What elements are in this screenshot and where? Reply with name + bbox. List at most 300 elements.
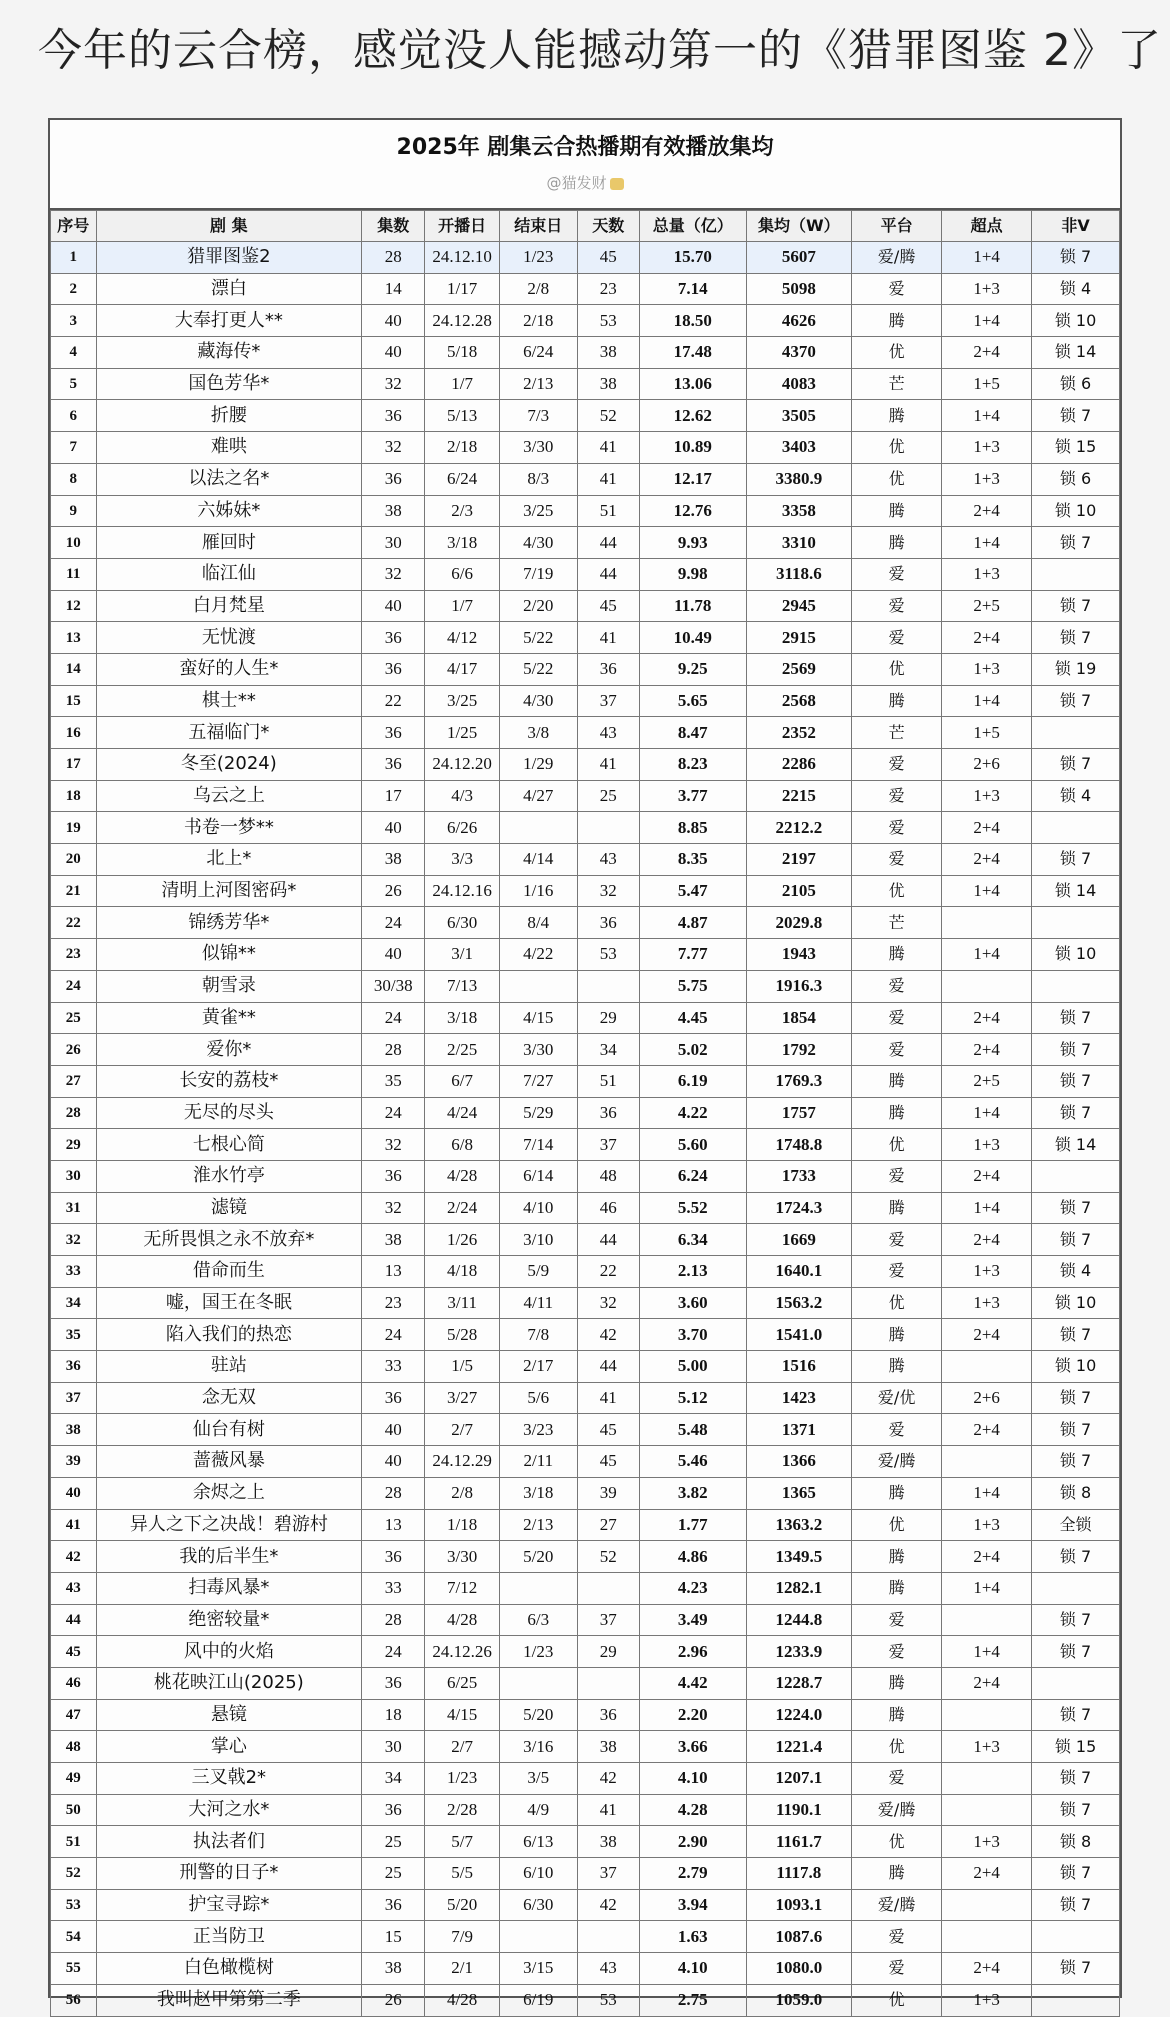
table-row: [51, 780, 1120, 812]
col-platform-cell: 爱: [852, 1604, 942, 1636]
col-end-cell: 3/25: [499, 495, 577, 527]
col-platform-cell: 腾: [852, 1572, 942, 1604]
col-episodes-cell: 32: [362, 558, 425, 590]
col-days-cell: 38: [577, 368, 639, 400]
col-end-cell: 5/22: [499, 622, 577, 654]
col-episodes-cell: 24: [362, 1002, 425, 1034]
col-total-cell: 9.98: [639, 558, 746, 590]
col-end-cell: [499, 970, 577, 1002]
table-row: [51, 970, 1120, 1002]
col-premium-cell: 2+4: [942, 1953, 1032, 1985]
col-days-cell: [577, 812, 639, 844]
col-avg-cell: 1916.3: [746, 970, 852, 1002]
col-rank-cell: 18: [51, 780, 97, 812]
col-avg-cell: 1244.8: [746, 1604, 852, 1636]
col-platform-cell: 优: [852, 1826, 942, 1858]
col-platform-cell: 爱: [852, 1002, 942, 1034]
col-nonvip-cell: [1032, 1984, 1120, 2016]
col-premium-cell: 1+3: [942, 558, 1032, 590]
table-row: [51, 1572, 1120, 1604]
col-end-cell: 1/29: [499, 749, 577, 781]
col-episodes-cell: 15: [362, 1921, 425, 1953]
col-platform-cell: 爱: [852, 1636, 942, 1668]
col-premium-cell: [942, 1604, 1032, 1636]
col-episodes-cell: 30: [362, 527, 425, 559]
col-avg-cell: 1087.6: [746, 1921, 852, 1953]
col-total-cell: 8.85: [639, 812, 746, 844]
col-platform-cell: 腾: [852, 1667, 942, 1699]
col-total-cell: 11.78: [639, 590, 746, 622]
col-platform-cell: 爱/腾: [852, 1794, 942, 1826]
col-rank-cell: 43: [51, 1572, 97, 1604]
col-rank-cell: 41: [51, 1509, 97, 1541]
col-start-cell: 1/18: [425, 1509, 499, 1541]
col-nonvip-cell: 锁 10: [1032, 939, 1120, 971]
col-title-cell: 临江仙: [96, 558, 362, 590]
col-end-cell: 2/11: [499, 1446, 577, 1478]
table-row: [51, 1636, 1120, 1668]
col-total-cell: 7.14: [639, 273, 746, 305]
col-premium-cell: [942, 970, 1032, 1002]
col-total-cell: 12.76: [639, 495, 746, 527]
col-episodes-cell: 28: [362, 1477, 425, 1509]
col-rank-cell: 6: [51, 400, 97, 432]
col-days-cell: 53: [577, 1984, 639, 2016]
col-rank-cell: 22: [51, 907, 97, 939]
col-title-cell: 嘘，国王在冬眠: [96, 1287, 362, 1319]
col-avg-cell: 2915: [746, 622, 852, 654]
col-episodes-cell: 23: [362, 1287, 425, 1319]
col-days-cell: 53: [577, 305, 639, 337]
col-nonvip-cell: 锁 7: [1032, 1034, 1120, 1066]
col-end-cell: 4/30: [499, 685, 577, 717]
col-rank-cell: 51: [51, 1826, 97, 1858]
col-episodes-cell: 28: [362, 242, 425, 274]
col-days-cell: 43: [577, 844, 639, 876]
col-nonvip-cell: [1032, 1667, 1120, 1699]
table-row: [51, 1160, 1120, 1192]
col-platform-cell: 芒: [852, 907, 942, 939]
col-days-cell: 37: [577, 1858, 639, 1890]
col-nonvip-cell: 锁 7: [1032, 1794, 1120, 1826]
col-days-cell: 23: [577, 273, 639, 305]
col-total-cell: 17.48: [639, 337, 746, 369]
col-total-cell: 3.66: [639, 1731, 746, 1763]
col-premium-cell: 2+4: [942, 495, 1032, 527]
table-row: [51, 1763, 1120, 1795]
col-start-cell: 5/18: [425, 337, 499, 369]
col-start-cell: 3/30: [425, 1541, 499, 1573]
col-nonvip-cell: [1032, 717, 1120, 749]
col-platform-cell: 腾: [852, 1192, 942, 1224]
col-title-cell: 余烬之上: [96, 1477, 362, 1509]
col-days-cell: 32: [577, 1287, 639, 1319]
col-days-cell: 44: [577, 1224, 639, 1256]
col-end-cell: 2/8: [499, 273, 577, 305]
col-start-cell: 5/13: [425, 400, 499, 432]
table-row: [51, 242, 1120, 274]
col-end-cell: 3/18: [499, 1477, 577, 1509]
table-row: [51, 305, 1120, 337]
col-avg-cell: 1757: [746, 1097, 852, 1129]
col-avg-cell: 1563.2: [746, 1287, 852, 1319]
table-row: [51, 1477, 1120, 1509]
col-total-cell: 12.17: [639, 463, 746, 495]
col-start-cell: 3/3: [425, 844, 499, 876]
col-episodes-cell: 30/38: [362, 970, 425, 1002]
col-end-cell: 1/16: [499, 875, 577, 907]
col-title-cell: 三叉戟2*: [96, 1763, 362, 1795]
col-title-cell: 折腰: [96, 400, 362, 432]
table-row: [51, 1065, 1120, 1097]
table-title: 2025年 剧集云合热播期有效播放集均: [396, 135, 774, 160]
col-start-cell: 2/7: [425, 1731, 499, 1763]
col-platform-cell: 爱: [852, 844, 942, 876]
col-start-cell: 6/6: [425, 558, 499, 590]
col-end-cell: 3/15: [499, 1953, 577, 1985]
col-start-cell: 3/11: [425, 1287, 499, 1319]
col-title-cell: 锦绣芳华*: [96, 907, 362, 939]
col-episodes-cell: 36: [362, 1382, 425, 1414]
col-title-cell: 桃花映江山(2025): [96, 1667, 362, 1699]
table-row: [51, 1889, 1120, 1921]
col-end-cell: 6/14: [499, 1160, 577, 1192]
col-avg-cell: 2105: [746, 875, 852, 907]
col-episodes-cell: 24: [362, 1097, 425, 1129]
col-premium-cell: [942, 1763, 1032, 1795]
col-total-cell: 10.49: [639, 622, 746, 654]
col-episodes-cell: 40: [362, 1446, 425, 1478]
col-title-cell: 护宝寻踪*: [96, 1889, 362, 1921]
col-platform-cell: 爱: [852, 1414, 942, 1446]
col-episodes-cell: 36: [362, 1541, 425, 1573]
col-end-cell: [499, 1921, 577, 1953]
col-episodes-cell: 36: [362, 717, 425, 749]
col-nonvip-cell: 锁 7: [1032, 1065, 1120, 1097]
col-platform-cell: 优: [852, 1731, 942, 1763]
col-start-cell: 4/28: [425, 1984, 499, 2016]
col-rank-cell: 21: [51, 875, 97, 907]
col-nonvip-cell: 锁 7: [1032, 1889, 1120, 1921]
col-nonvip-cell: [1032, 1921, 1120, 1953]
col-rank-cell: 45: [51, 1636, 97, 1668]
col-end-cell: 8/3: [499, 463, 577, 495]
col-premium-cell: 1+4: [942, 400, 1032, 432]
col-rank-cell: 34: [51, 1287, 97, 1319]
col-avg-cell: 1363.2: [746, 1509, 852, 1541]
col-nonvip-cell: [1032, 970, 1120, 1002]
col-rank-cell: 10: [51, 527, 97, 559]
col-episodes-cell: 40: [362, 1414, 425, 1446]
col-start-cell: 2/24: [425, 1192, 499, 1224]
col-total-cell: 5.47: [639, 875, 746, 907]
col-rank-cell: 14: [51, 653, 97, 685]
col-end-cell: 2/20: [499, 590, 577, 622]
col-platform-cell: 爱: [852, 1160, 942, 1192]
col-nonvip-cell: 锁 7: [1032, 1953, 1120, 1985]
col-title-cell: 爱你*: [96, 1034, 362, 1066]
col-platform-cell: 腾: [852, 1477, 942, 1509]
col-avg-cell: 2286: [746, 749, 852, 781]
col-rank-cell: 3: [51, 305, 97, 337]
col-nonvip-cell: 锁 10: [1032, 1287, 1120, 1319]
col-end-cell: 7/8: [499, 1319, 577, 1351]
col-nonvip-cell: 锁 7: [1032, 242, 1120, 274]
col-title-cell: 北上*: [96, 844, 362, 876]
col-nonvip-cell: 锁 7: [1032, 1002, 1120, 1034]
col-end-cell: 2/13: [499, 368, 577, 400]
col-title-cell: 蔷薇风暴: [96, 1446, 362, 1478]
col-nonvip-cell: 锁 7: [1032, 1541, 1120, 1573]
col-end-cell: 4/10: [499, 1192, 577, 1224]
col-episodes-cell: 36: [362, 1794, 425, 1826]
col-premium-cell: 1+3: [942, 780, 1032, 812]
col-episodes-cell: 34: [362, 1763, 425, 1795]
table-header-row: [51, 211, 1120, 242]
col-days-cell: 45: [577, 242, 639, 274]
col-end-cell: 6/13: [499, 1826, 577, 1858]
col-avg-cell: 1059.0: [746, 1984, 852, 2016]
col-days-cell: 41: [577, 432, 639, 464]
col-platform-cell: 腾: [852, 1699, 942, 1731]
col-premium-cell: 1+4: [942, 1097, 1032, 1129]
col-nonvip-cell: 锁 10: [1032, 1351, 1120, 1383]
col-episodes-cell: 40: [362, 590, 425, 622]
table-row: [51, 1667, 1120, 1699]
col-start-cell: 1/7: [425, 590, 499, 622]
col-days-cell: 52: [577, 400, 639, 432]
col-rank-cell: 7: [51, 432, 97, 464]
col-nonvip-cell: 锁 7: [1032, 1414, 1120, 1446]
col-episodes-cell: 32: [362, 1192, 425, 1224]
table-row: [51, 1794, 1120, 1826]
col-end-cell: 6/3: [499, 1604, 577, 1636]
table-row: [51, 1858, 1120, 1890]
col-platform-cell: 爱/腾: [852, 1446, 942, 1478]
table-row: [51, 1287, 1120, 1319]
col-nonvip-header: 非V: [1032, 211, 1120, 242]
col-nonvip-cell: 锁 8: [1032, 1826, 1120, 1858]
col-avg-cell: 1423: [746, 1382, 852, 1414]
col-total-cell: 8.47: [639, 717, 746, 749]
col-total-cell: 2.75: [639, 1984, 746, 2016]
col-premium-cell: 2+4: [942, 812, 1032, 844]
col-premium-cell: [942, 1794, 1032, 1826]
col-rank-cell: 39: [51, 1446, 97, 1478]
col-platform-cell: 爱: [852, 1034, 942, 1066]
table-row: [51, 1541, 1120, 1573]
col-total-cell: 2.90: [639, 1826, 746, 1858]
col-rank-cell: 16: [51, 717, 97, 749]
col-title-cell: 陷入我们的热恋: [96, 1319, 362, 1351]
col-start-cell: 5/20: [425, 1889, 499, 1921]
table-row: [51, 400, 1120, 432]
col-days-cell: 39: [577, 1477, 639, 1509]
col-nonvip-cell: [1032, 558, 1120, 590]
col-avg-cell: 1669: [746, 1224, 852, 1256]
col-nonvip-cell: 锁 7: [1032, 1636, 1120, 1668]
col-platform-cell: 优: [852, 653, 942, 685]
col-premium-cell: 2+4: [942, 1160, 1032, 1192]
col-episodes-cell: 38: [362, 844, 425, 876]
col-title-cell: 白色橄榄树: [96, 1953, 362, 1985]
col-total-cell: 3.60: [639, 1287, 746, 1319]
col-platform-cell: 爱: [852, 749, 942, 781]
col-start-cell: 3/18: [425, 1002, 499, 1034]
post-caption: 今年的云合榜，感觉没人能撼动第一的《猎罪图鉴 2》了: [38, 25, 1162, 76]
col-start-cell: 24.12.28: [425, 305, 499, 337]
col-premium-cell: 2+4: [942, 1858, 1032, 1890]
col-start-cell: 1/17: [425, 273, 499, 305]
table-row: [51, 590, 1120, 622]
table-row: [51, 368, 1120, 400]
col-premium-cell: 1+3: [942, 1509, 1032, 1541]
col-rank-cell: 30: [51, 1160, 97, 1192]
col-total-cell: 3.49: [639, 1604, 746, 1636]
col-total-cell: 6.19: [639, 1065, 746, 1097]
col-premium-cell: [942, 907, 1032, 939]
col-platform-cell: 爱: [852, 970, 942, 1002]
col-days-cell: 41: [577, 1794, 639, 1826]
table-row: [51, 844, 1120, 876]
col-premium-cell: 1+4: [942, 939, 1032, 971]
col-start-cell: 24.12.20: [425, 749, 499, 781]
col-days-cell: [577, 970, 639, 1002]
col-nonvip-cell: 锁 4: [1032, 780, 1120, 812]
col-platform-cell: 腾: [852, 1065, 942, 1097]
table-header: [50, 120, 1120, 210]
col-episodes-cell: 36: [362, 749, 425, 781]
col-platform-cell: 芒: [852, 368, 942, 400]
col-start-cell: 4/28: [425, 1604, 499, 1636]
col-episodes-cell: 32: [362, 1129, 425, 1161]
col-avg-cell: 3505: [746, 400, 852, 432]
col-total-header: 总量（亿）: [639, 211, 746, 242]
col-days-cell: 36: [577, 1699, 639, 1731]
col-platform-cell: 优: [852, 1509, 942, 1541]
col-platform-cell: 腾: [852, 305, 942, 337]
col-total-cell: 3.94: [639, 1889, 746, 1921]
col-start-cell: 7/9: [425, 1921, 499, 1953]
col-title-cell: 黄雀**: [96, 1002, 362, 1034]
col-title-cell: 无所畏惧之永不放弃*: [96, 1224, 362, 1256]
table-row: [51, 1731, 1120, 1763]
table-row: [51, 1002, 1120, 1034]
col-avg-cell: 1080.0: [746, 1953, 852, 1985]
col-total-cell: 4.86: [639, 1541, 746, 1573]
table-row: [51, 1097, 1120, 1129]
col-days-cell: 41: [577, 749, 639, 781]
col-avg-cell: 4370: [746, 337, 852, 369]
col-days-cell: 44: [577, 558, 639, 590]
col-end-cell: 2/17: [499, 1351, 577, 1383]
col-episodes-cell: 38: [362, 1224, 425, 1256]
col-avg-cell: 1748.8: [746, 1129, 852, 1161]
col-nonvip-cell: 锁 7: [1032, 1858, 1120, 1890]
col-episodes-cell: 40: [362, 939, 425, 971]
col-end-cell: 7/14: [499, 1129, 577, 1161]
col-episodes-header: 集数: [362, 211, 425, 242]
ranking-table-image[interactable]: [48, 118, 1122, 2011]
col-days-cell: 45: [577, 590, 639, 622]
col-days-cell: 45: [577, 1446, 639, 1478]
col-rank-cell: 48: [51, 1731, 97, 1763]
col-premium-cell: 2+4: [942, 1224, 1032, 1256]
col-rank-cell: 49: [51, 1763, 97, 1795]
col-platform-cell: 爱/优: [852, 1382, 942, 1414]
table-row: [51, 875, 1120, 907]
col-total-cell: 7.77: [639, 939, 746, 971]
ranking-table: [50, 210, 1120, 2017]
col-premium-cell: 1+3: [942, 1826, 1032, 1858]
col-premium-cell: 2+6: [942, 1382, 1032, 1414]
col-platform-cell: 优: [852, 337, 942, 369]
col-avg-cell: 2569: [746, 653, 852, 685]
col-episodes-cell: 13: [362, 1509, 425, 1541]
col-rank-cell: 5: [51, 368, 97, 400]
cat-emoji-icon: [610, 178, 624, 190]
col-avg-cell: 1228.7: [746, 1667, 852, 1699]
col-platform-cell: 优: [852, 1129, 942, 1161]
col-days-cell: 45: [577, 1414, 639, 1446]
col-rank-cell: 28: [51, 1097, 97, 1129]
col-end-cell: 2/18: [499, 305, 577, 337]
table-row: [51, 907, 1120, 939]
col-nonvip-cell: 锁 7: [1032, 622, 1120, 654]
col-title-cell: 国色芳华*: [96, 368, 362, 400]
col-title-cell: 冬至(2024): [96, 749, 362, 781]
col-premium-cell: [942, 1921, 1032, 1953]
col-start-cell: 4/28: [425, 1160, 499, 1192]
col-start-header: 开播日: [425, 211, 499, 242]
col-total-cell: 8.23: [639, 749, 746, 781]
col-premium-cell: 2+4: [942, 1002, 1032, 1034]
col-premium-cell: 2+4: [942, 622, 1032, 654]
col-platform-cell: 腾: [852, 1319, 942, 1351]
col-premium-cell: 1+4: [942, 1636, 1032, 1668]
col-episodes-cell: 24: [362, 1636, 425, 1668]
col-start-cell: 5/28: [425, 1319, 499, 1351]
col-premium-cell: 2+4: [942, 844, 1032, 876]
col-days-cell: 29: [577, 1636, 639, 1668]
col-days-cell: 44: [577, 1351, 639, 1383]
col-total-cell: 3.77: [639, 780, 746, 812]
col-episodes-cell: 18: [362, 1699, 425, 1731]
col-total-cell: 18.50: [639, 305, 746, 337]
col-start-cell: 2/8: [425, 1477, 499, 1509]
col-platform-cell: 爱/腾: [852, 242, 942, 274]
col-rank-cell: 2: [51, 273, 97, 305]
col-episodes-cell: 38: [362, 1953, 425, 1985]
col-days-cell: 37: [577, 685, 639, 717]
col-title-cell: 我的后半生*: [96, 1541, 362, 1573]
col-end-cell: 8/4: [499, 907, 577, 939]
col-episodes-cell: 26: [362, 875, 425, 907]
col-nonvip-cell: 锁 14: [1032, 337, 1120, 369]
col-nonvip-cell: 锁 7: [1032, 1604, 1120, 1636]
col-avg-cell: 1233.9: [746, 1636, 852, 1668]
col-episodes-cell: 28: [362, 1604, 425, 1636]
col-nonvip-cell: 锁 7: [1032, 1192, 1120, 1224]
col-avg-cell: 1516: [746, 1351, 852, 1383]
col-title-cell: 六姊妹*: [96, 495, 362, 527]
col-nonvip-cell: 锁 6: [1032, 463, 1120, 495]
col-days-cell: 41: [577, 463, 639, 495]
col-title-cell: 悬镜: [96, 1699, 362, 1731]
table-row: [51, 1414, 1120, 1446]
col-start-cell: 2/3: [425, 495, 499, 527]
col-platform-cell: 腾: [852, 685, 942, 717]
